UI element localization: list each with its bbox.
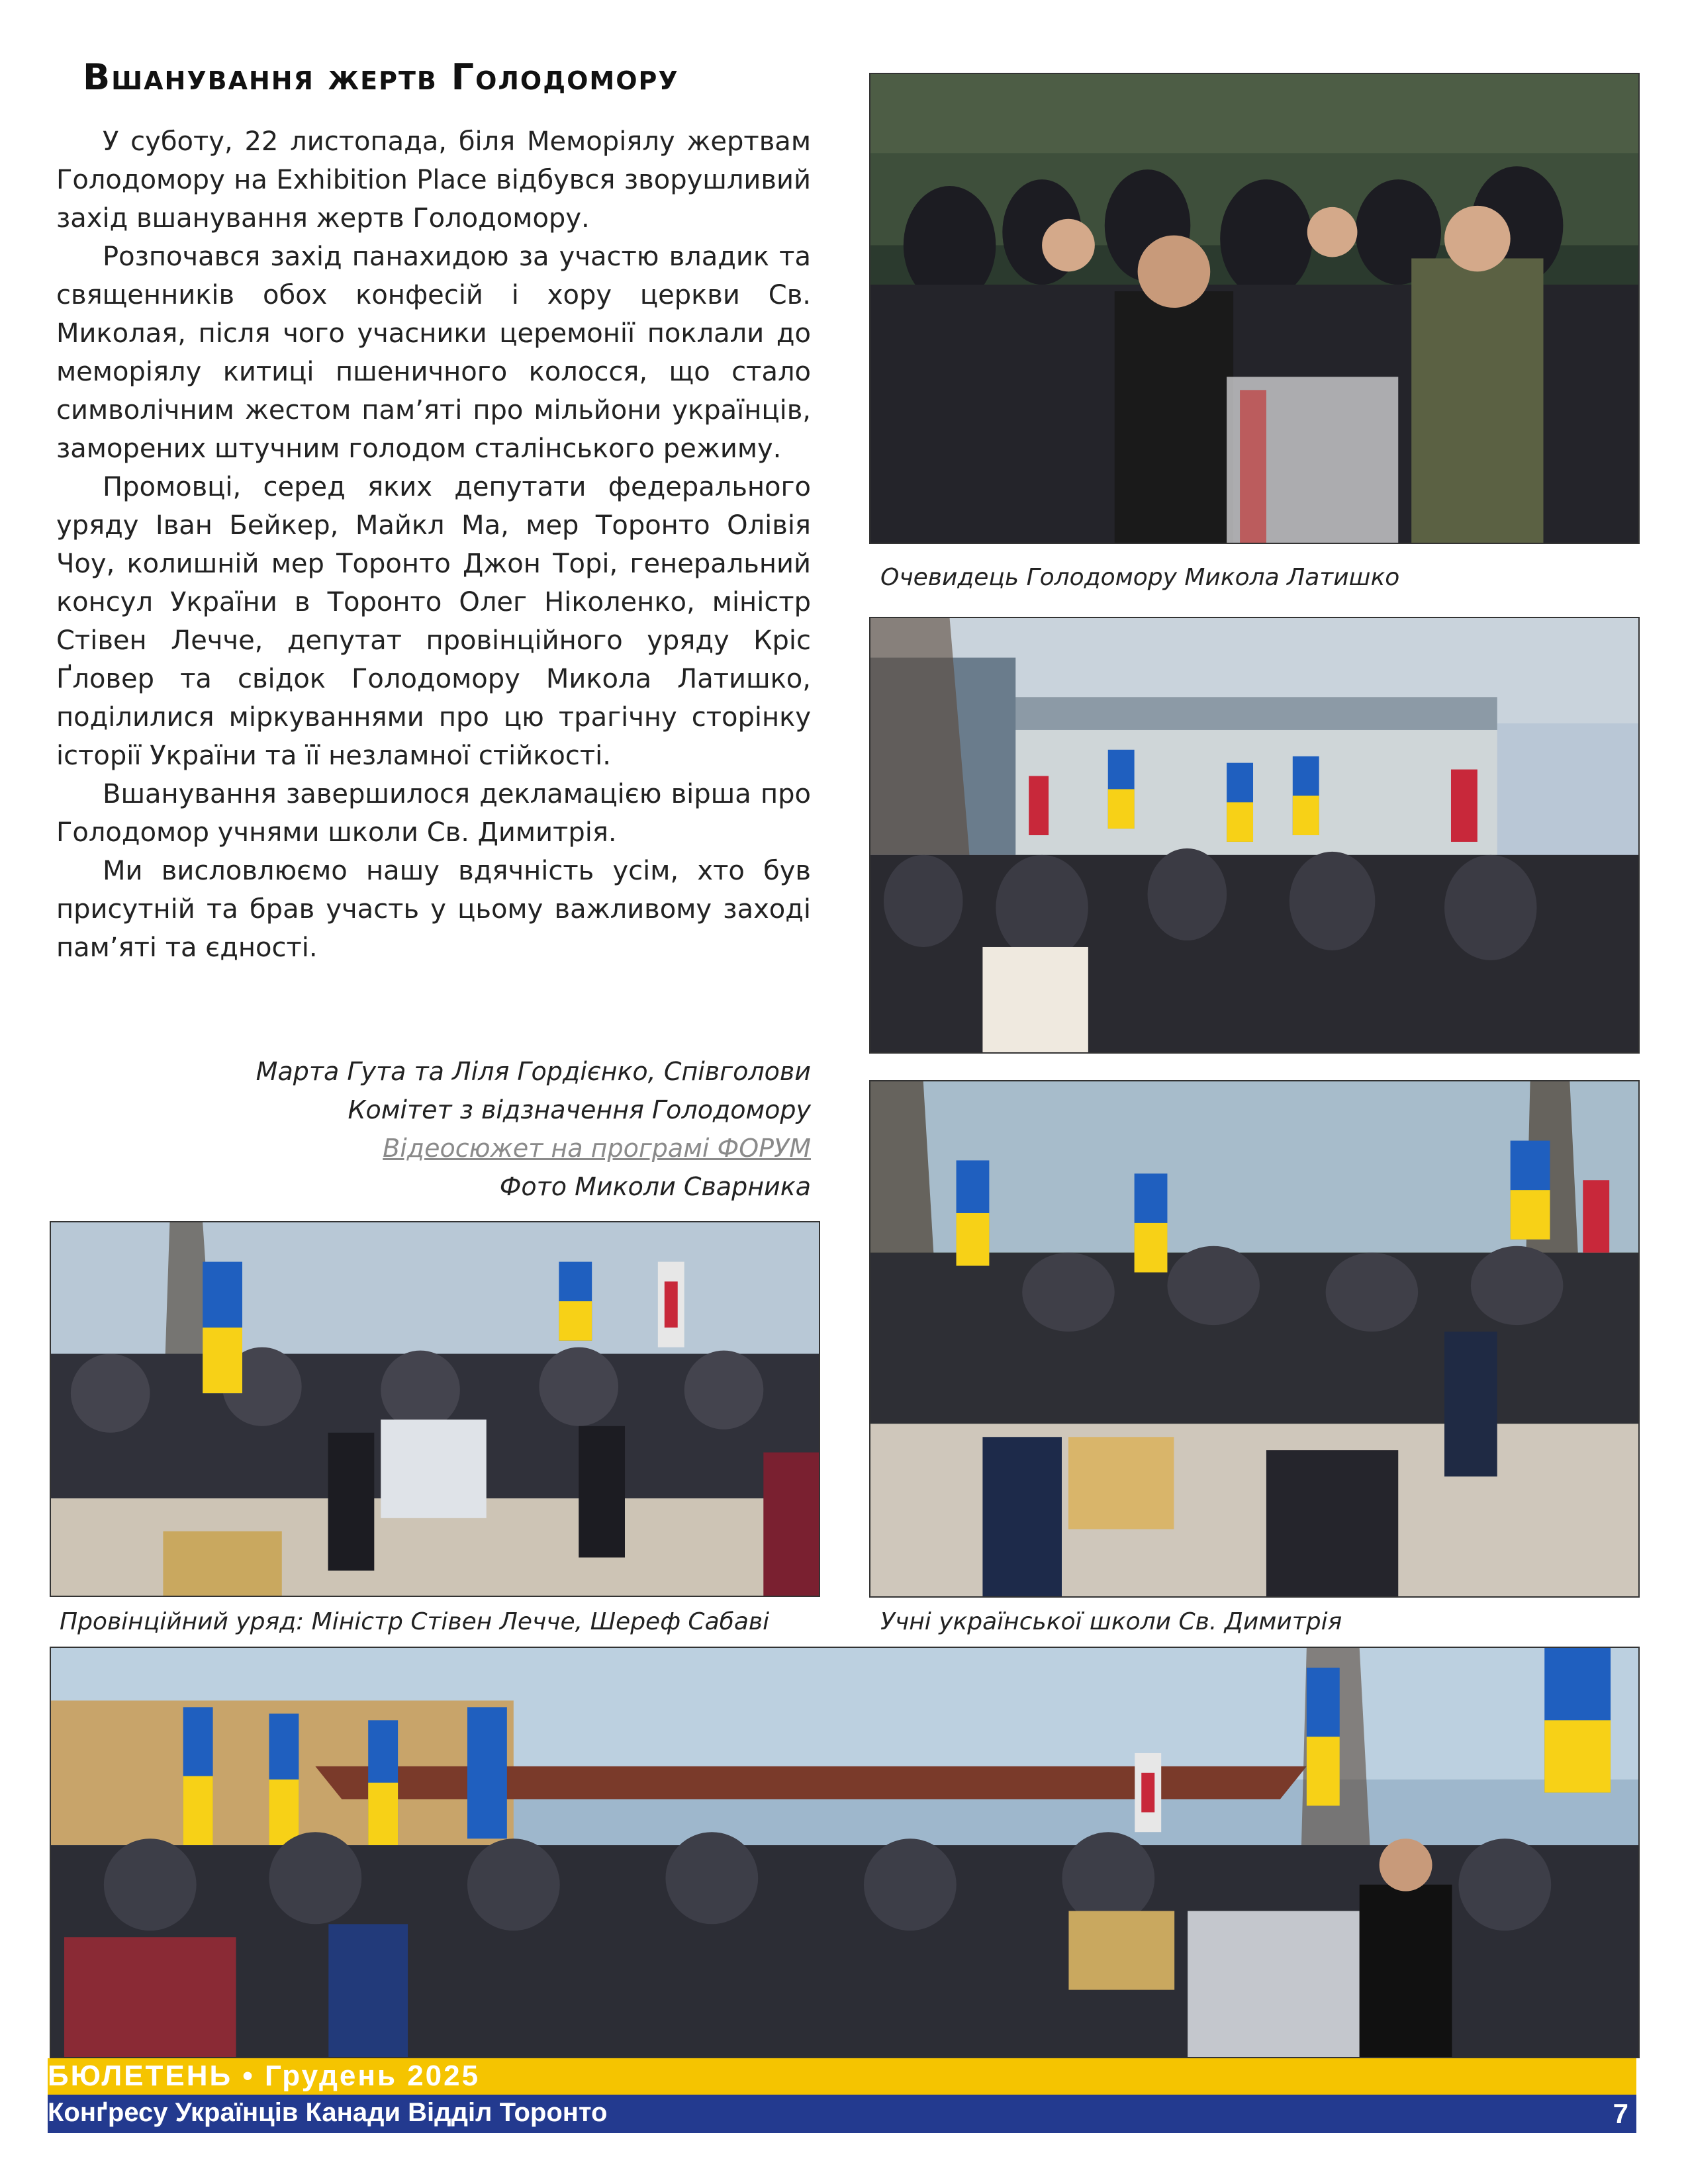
caption-photo4: Провінційний уряд: Міністр Стівен Лечче, Шереф Сабаві	[60, 1608, 770, 1635]
photo-eyewitness-speech	[869, 73, 1640, 544]
photo-crowd-flags	[869, 617, 1640, 1054]
article-title: Вшанування жертв Голодомору	[83, 56, 679, 98]
article-paragraph: Промовці, серед яких депутати федерального уряду Іван Бейкер, Майкл Ма, мер Торонто Олівія Чоу, колишній мер Торонто Джон Торі, генеральний консул України в Торонто Олег Ніколенко, міністр Стівен Лечче, депутат провінційного уряду Кріс Ґловер та свідок Голодомору Микола Латишко, поділилися міркуваннями про цю трагічну сторінку історії України та її незламної стійкості.	[56, 472, 811, 771]
article-body	[56, 122, 811, 967]
signature-block	[56, 1052, 811, 1206]
caption-photo1: Очевидець Голодомору Микола Латишко	[880, 564, 1400, 591]
article-paragraph: Ми висловлюємо нашу вдячність усім, хто був присутній та брав участь у цьому важливому заході пам’яті та єдності.	[56, 856, 811, 963]
photo-credit: Фото Миколи Сварника	[499, 1172, 811, 1201]
signature-authors: Марта Гута та Ліля Гордієнко, Співголови	[256, 1057, 811, 1086]
footer-organization: Конґресу Українців Канади Відділ Торонто	[48, 2098, 608, 2127]
article-paragraph: Вшанування завершилося декламацією вірша про Голодомор учнями школи Св. Димитрія.	[56, 779, 811, 848]
photo-school-students	[869, 1080, 1640, 1598]
photo-crowd-flags-image	[870, 618, 1638, 1052]
photo-mayor-speech-wide	[50, 1647, 1640, 2058]
footer-bulletin-title: БЮЛЕТЕНЬ • Грудень 2025	[48, 2060, 481, 2092]
video-link[interactable]: Відеосюжет на програмі ФОРУМ	[383, 1134, 811, 1163]
photo-mayor-speech-image	[51, 1648, 1638, 2057]
photo-provincial-government	[50, 1221, 820, 1597]
caption-photo3: Учні української школи Св. Димитрія	[880, 1608, 1342, 1635]
photo-school-students-image	[870, 1081, 1638, 1596]
photo-eyewitness-image	[870, 74, 1638, 543]
article-paragraph: Розпочався захід панахидою за участю владик та священників обох конфесій і хору церкви Св. Миколая, після чого учасники церемонії поклали до меморіялу китиці пшеничного колосся, що стало символічним жестом пам’яті про мільйони українців, заморених штучним голодом сталінського режиму.	[56, 242, 811, 464]
page-number: 7	[1613, 2098, 1628, 2129]
signature-committee: Комітет з відзначення Голодомору	[348, 1095, 811, 1124]
article-paragraph: У суботу, 22 листопада, біля Меморіялу жертвам Голодомору на Exhibition Place відбувся зворушливий захід вшанування жертв Голодомору.	[56, 126, 811, 234]
photo-provincial-government-image	[51, 1222, 819, 1596]
